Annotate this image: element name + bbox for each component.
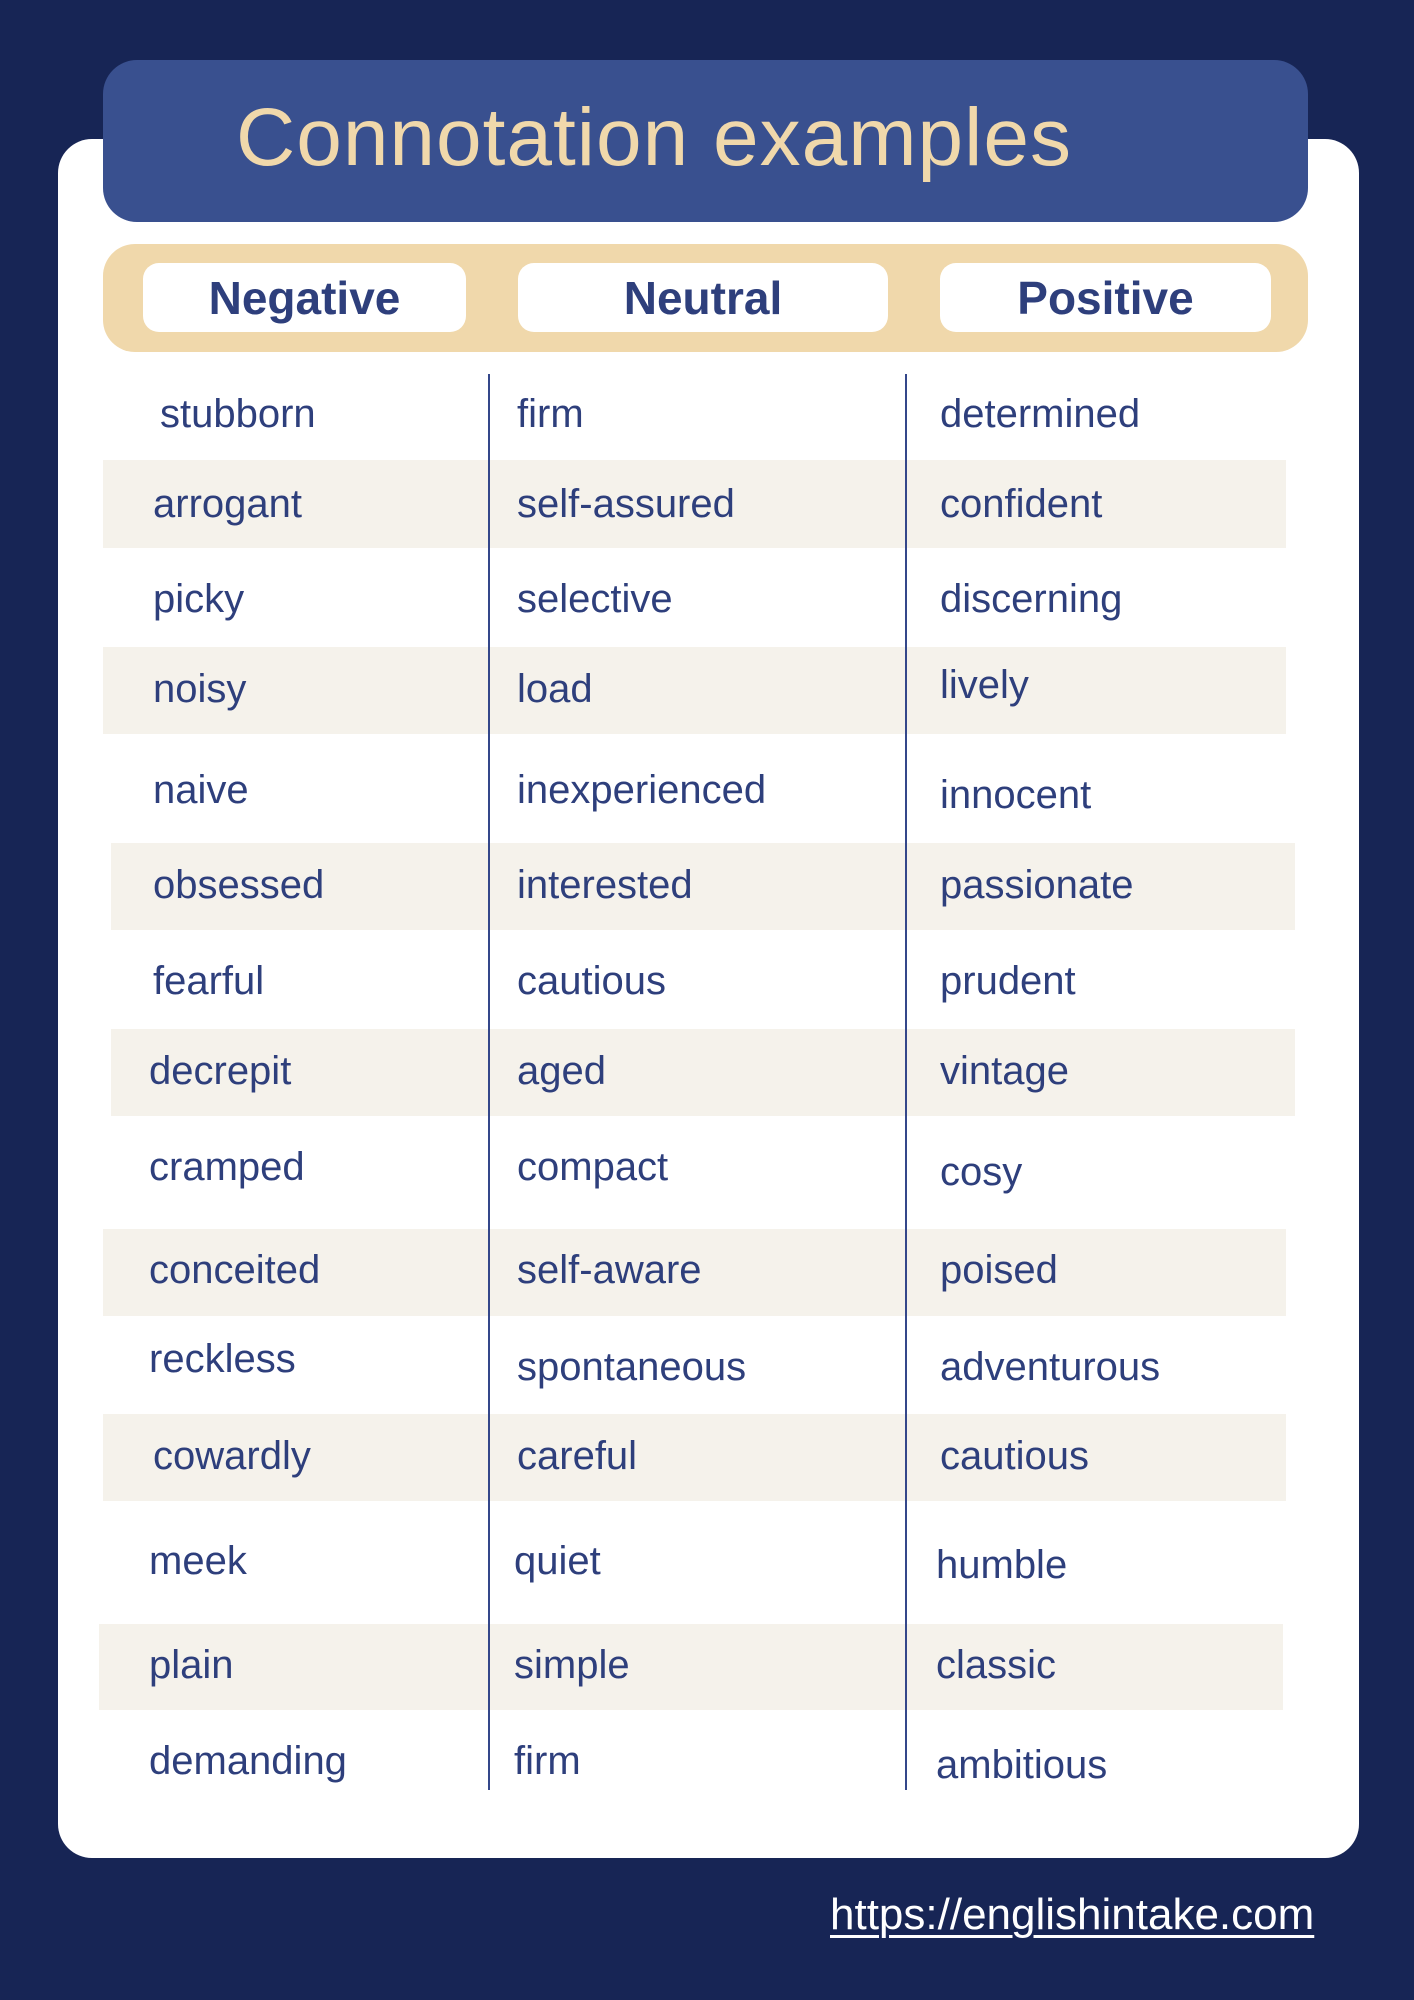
cell-neutral: careful xyxy=(517,1434,638,1478)
cell-neutral: quiet xyxy=(514,1539,601,1583)
cell-neutral: self-assured xyxy=(517,482,735,526)
row-shade xyxy=(103,647,1286,734)
column-divider xyxy=(488,374,490,1790)
cell-neutral: self-aware xyxy=(517,1248,702,1292)
column-header-neutral: Neutral xyxy=(518,263,888,332)
page-title: Connotation examples xyxy=(236,92,1072,183)
column-header-negative: Negative xyxy=(143,263,466,332)
cell-neutral: inexperienced xyxy=(517,768,767,812)
cell-negative: reckless xyxy=(149,1337,296,1381)
cell-neutral: simple xyxy=(514,1643,630,1687)
cell-positive: poised xyxy=(940,1248,1058,1292)
cell-positive: determined xyxy=(940,392,1141,436)
cell-neutral: selective xyxy=(517,577,673,621)
cell-negative: conceited xyxy=(149,1248,321,1292)
row-shade xyxy=(99,1624,1283,1710)
cell-neutral: firm xyxy=(517,392,584,436)
cell-positive: passionate xyxy=(940,863,1134,907)
cell-positive: cautious xyxy=(940,1434,1089,1478)
cell-negative: naive xyxy=(153,768,249,812)
cell-positive: prudent xyxy=(940,959,1076,1003)
cell-neutral: compact xyxy=(517,1145,669,1189)
cell-negative: arrogant xyxy=(153,482,302,526)
cell-negative: cramped xyxy=(149,1145,305,1189)
cell-positive: ambitious xyxy=(936,1743,1108,1787)
cell-neutral: load xyxy=(517,667,593,711)
cell-neutral: cautious xyxy=(517,959,666,1003)
cell-negative: plain xyxy=(149,1643,234,1687)
cell-positive: confident xyxy=(940,482,1103,526)
cell-neutral: spontaneous xyxy=(517,1345,747,1389)
cell-neutral: interested xyxy=(517,863,693,907)
cell-positive: cosy xyxy=(940,1150,1023,1194)
cell-positive: lively xyxy=(940,663,1029,707)
cell-negative: stubborn xyxy=(160,392,316,436)
cell-positive: adventurous xyxy=(940,1345,1161,1389)
cell-negative: fearful xyxy=(153,959,265,1003)
cell-negative: obsessed xyxy=(153,863,325,907)
cell-positive: humble xyxy=(936,1543,1068,1587)
column-header-positive: Positive xyxy=(940,263,1271,332)
column-divider xyxy=(905,374,907,1790)
cell-neutral: aged xyxy=(517,1049,606,1093)
cell-neutral: firm xyxy=(514,1739,581,1783)
cell-negative: picky xyxy=(153,577,245,621)
cell-negative: cowardly xyxy=(153,1434,311,1478)
cell-positive: classic xyxy=(936,1643,1057,1687)
cell-negative: demanding xyxy=(149,1739,347,1783)
cell-positive: innocent xyxy=(940,773,1092,817)
cell-positive: discerning xyxy=(940,577,1123,621)
cell-negative: noisy xyxy=(153,667,247,711)
cell-positive: vintage xyxy=(940,1049,1069,1093)
website-link[interactable]: https://englishintake.com xyxy=(830,1890,1315,1939)
cell-negative: meek xyxy=(149,1539,247,1583)
cell-negative: decrepit xyxy=(149,1049,292,1093)
